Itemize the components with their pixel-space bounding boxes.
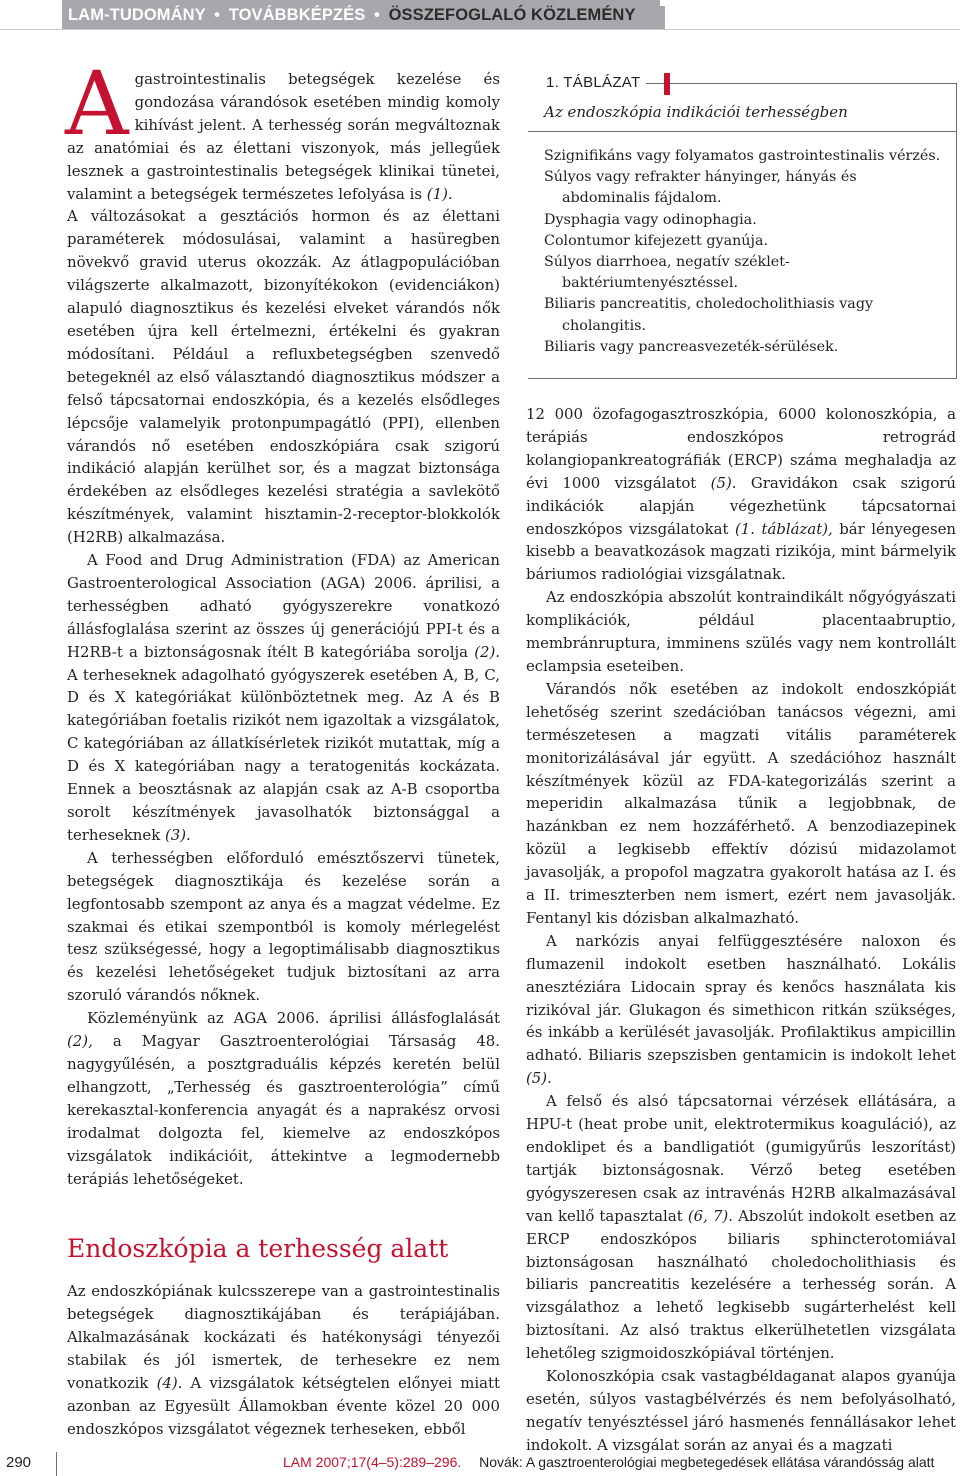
body-text: A felső és alsó tápcsatornai vérzések ellátására, a HPU-t (heat probe unit, elektrotermikus koaguláció), az endoklipet és a bandligatiót (gumigyűrűs leszorítást) tartják biztonságosnak. Vérző beteg esetében gyógyszeresen csak az intravénás H2RB alkalmazásával van kellő tapasztalat [526, 1092, 956, 1225]
intro-text: Közleményünk az AGA 2006. áprilisi állásfoglalását [87, 1009, 500, 1028]
reference: (5). [710, 473, 737, 492]
right-paragraph-4 [526, 930, 956, 1090]
running-header [62, 0, 660, 30]
body-text: Gravidákon csak szigorú indikációk alapján végezhetünk tápcsatornai endoszkópos vizsgálatokat [526, 473, 956, 538]
header-section-1: LAM-TUDOMÁNY [68, 5, 206, 24]
page-footer [0, 1448, 960, 1473]
right-paragraph-6: Kolonoszkópia csak vastagbéldaganat alapos gyanúja esetén, súlyos vastagbélvérzés és nem befolyásolható, negatív tenyésztéssel járó hasmenés fennállásakor lehet indokolt. A vizsgálat során az anyai és a magzati [526, 1367, 956, 1454]
right-paragraph-3: Várandós nők esetében az indokolt endoszkópiát lehetőség szerint szedációban tanácsos végezni, ami természetesen a magzati vitális paraméterek monitorizálásával jár együtt. A szedációhoz használt készítmények közül az FDA-kategorizálás szerint a meperidin alkalmazása tűnik a legjobbnak, de hazánkban ez nem hozzáférhető. A benzodiazepinek közül a legkisebb effektív dózisú midazolamot javasolják, a propofol magzatra gyakorolt hatása az I. és a II. trimeszterben nem ismert, ezért nem javasolják. Fentanyl kis dózisban alkalmazható. [526, 679, 956, 927]
left-column [65, 52, 501, 1441]
header-bullet: • [214, 5, 221, 24]
header-bullet: • [374, 5, 380, 24]
header-tail-bar [660, 6, 665, 30]
intro-paragraph-5 [67, 1007, 500, 1190]
right-column [526, 403, 956, 1457]
section-heading: Endoszkópia a terhesség alatt [67, 1234, 449, 1264]
intro-text: A terheseknek adagolható gyógyszerek esetében A, B, C, D és X kategóriákat különböztetnek meg. Az A és B kategóriában foetalis rizikót nem igazoltak a vizsgálatok, C kategóriában az állatkísérletek rizikót mutattak, míg a D és X kategóriában nagy a teratogenitás kockázata. Ennek a beosztásnak az alapján csak az A-B csoportba sorolt készítmények javasolhatók biztonsággal a terheseknek [67, 665, 500, 844]
table-rule [528, 131, 957, 132]
table-list [544, 146, 944, 358]
header-section-3: ÖSSZEFOGLALÓ KÖZLEMÉNY [388, 5, 636, 24]
intro-paragraph-1 [65, 52, 500, 205]
table-item: Dysphagia vagy odinophagia. [544, 211, 757, 228]
body-text: 12 000 özofagogasztroszkópia, 6000 kolonoszkópia, a terápiás endoszkópos retrográd kolangiopankreatográfiák (ERCP) száma meghaladja az évi 1000 vizsgálatot [526, 405, 956, 492]
section-text: A vizsgálatok kétségtelen előnyei miatt azonban az Egyesült Államokban évente közel 20 000 endoszkópos vizsgálatot végeznek terheseken, ebből [67, 1374, 501, 1438]
body-text: Abszolút indokolt esetben az ERCP endoszkópos biliaris sphincterotomiával biztonságosan használható choledocholithiasis és biliaris pancreatitis kezelésére a terhesség során. A vizsgálathoz a lehető legkisebb sugárterhelést kell biztosítani. Az alsó traktus elkerülhetetlen vizsgálata lehetőleg szigmoidoszkópiával történjen. [526, 1206, 957, 1363]
header-divider [0, 29, 960, 30]
table-label-accent [664, 73, 670, 95]
intro-text: gastrointestinalis betegségek kezelése és gondozása várandósok esetében mindig komoly kihívást jelent. A terhesség során megváltoznak az anatómiai és az élettani viszonyok, más jellegűek lesznek a gastrointestinalis betegségek klinikai tünetei, valamint a betegségek természetes lefolyása is [67, 70, 500, 203]
table-item: Szignifikáns vagy folyamatos gastrointestinalis vérzés. [544, 148, 941, 164]
page-number: 290 [6, 1454, 32, 1471]
intro-paragraph-3 [67, 549, 500, 847]
right-paragraph-1 [526, 403, 956, 586]
intro-text: A Food and Drug Administration (FDA) az American Gastroenterological Association (AGA) 2006. áprilisi, a terhességben adható gyógyszerekre vonatkozó állásfoglalása szerint az összes új generációjú PPI-t és a H2RB-t a biztonságosnak ítélt B kategóriába sorolja [67, 551, 500, 661]
header-text [62, 6, 636, 25]
header-section-2: TOVÁBBKÉPZÉS [228, 5, 366, 24]
body-text: A narkózis anyai felfüggesztésére naloxon és flumazenil indokolt esetben használható. Lokális anesztéziára Lidocain spray és kenőcs használata kis rizikóval jár. Glukagon és simethicon ritkán szükséges, és inkább a kerülését javasolják. Profilaktikus ampicillin adható. Biliaris szepszisben gentamicin is indokolt lehet [526, 931, 956, 1065]
reference: (3). [164, 825, 191, 844]
reference: (5). [526, 1069, 552, 1088]
body-text: bár lényegesen kisebb a beavatkozások magzati rizikója, mint bármelyik báriumos radiológiai vizsgálatnak. [526, 519, 957, 584]
intro-paragraph-4: A terhességben előforduló emésztőszervi tünetek, betegségek diagnosztikája és kezelése során a legfontosabb szempont az anya és a magzat védelme. Ez szakmai és etikai szempontból is komoly mérlegelést tesz szükségessé, hogy a legoptimálisabb diagnosztikus és kezelési lehetőségeket tudjuk biztosítani az arra szoruló várandós nőknek. [67, 848, 500, 1005]
intro-text: a Magyar Gasztroenterológiai Társaság 48. nagygyűlésén, a posztgraduális képzés keretén belül elhangzott, „Terhesség és gasztroenterológia” című kerekasztal-konferencia anyagát és a naprakész orvosi irodalmat dolgozta fel, kiemelve az endoszkópos vizsgálatok indikációit, áttekintve a legmodernebb terápiás lehetőségeket. [67, 1032, 501, 1188]
reference: (4). [156, 1374, 183, 1393]
right-paragraph-5 [526, 1090, 956, 1365]
table-label: 1. TÁBLÁZAT [528, 74, 646, 94]
reference: (1). [426, 184, 453, 203]
reference: (6, 7). [687, 1206, 733, 1225]
section-text: Az endoszkópiának kulcsszerepe van a gastrointestinalis betegségek diagnosztikájában és terápiájában. Alkalmazásának kockázati és hatékonysági tényezői stabilak és jól ismertek, de terhesekre ez nem vonatkozik [67, 1282, 500, 1393]
intro-paragraph-2: A változásokat a gesztációs hormon és az élettani paraméterek módosulásai, valamint a hasüregben növekvő gravid uterus okozzák. Az átlagpopulációban világszerte alkalmazott, bizonyítékokon (evidenciákon) alapuló diagnosztikus és kezelési elveket várandós nők esetében újra kell értelmezni, értékelni és gyakran módosítani. Például a refluxbetegségben szenvedő betegeknél az első választandó diagnosztikus módszer a felső tápcsatornai endoszkópia, és a kezelés elsődleges lépcsője valamelyik protonpumpagátló (PPI), ellenben várandós nő esetében endoszkópiára csak szigorú indikáció alapján kerülhet sor, és a magzat biztonsága érdekében az elsődleges kezelési stratégia a savlekötő készítmények, valamint hisztamin-2-receptor-blokkolók (H2RB) alkalmazása. [67, 207, 500, 547]
table-title: Az endoszkópia indikációi terhességben [544, 103, 848, 121]
table-item: Súlyos vagy refrakter hányinger, hányás és abdominalis fájdalom. [544, 169, 857, 207]
reference: (1. táblázat), [735, 519, 833, 538]
table-item: Colontumor kifejezett gyanúja. [544, 232, 769, 249]
table-item: Súlyos diarrhoea, negatív széklet-baktériumtenyésztéssel. [544, 254, 790, 292]
table-item: Biliaris pancreatitis, choledocholithiasis vagy cholangitis. [544, 296, 874, 334]
article-running-title: Novák: A gasztroenterológiai megbetegedések ellátása várandósság alatt [479, 1454, 935, 1470]
table-item: Biliaris vagy pancreasvezeték-sérülések. [544, 338, 839, 355]
footer-divider [56, 1452, 57, 1476]
right-paragraph-2: Az endoszkópia abszolút kontraindikált nőgyógyászati komplikációk, például placentaabruptio, membránruptura, imminens szülés vagy nem kontrollált eclampsia eseteiben. [526, 588, 956, 675]
reference: (2). [474, 642, 501, 661]
drop-cap: A [65, 52, 129, 155]
reference: (2), [67, 1032, 93, 1051]
section-paragraph-1 [67, 1280, 500, 1440]
footer-reference [283, 1454, 934, 1470]
journal-citation: LAM 2007;17(4–5):289–296. [283, 1454, 462, 1470]
